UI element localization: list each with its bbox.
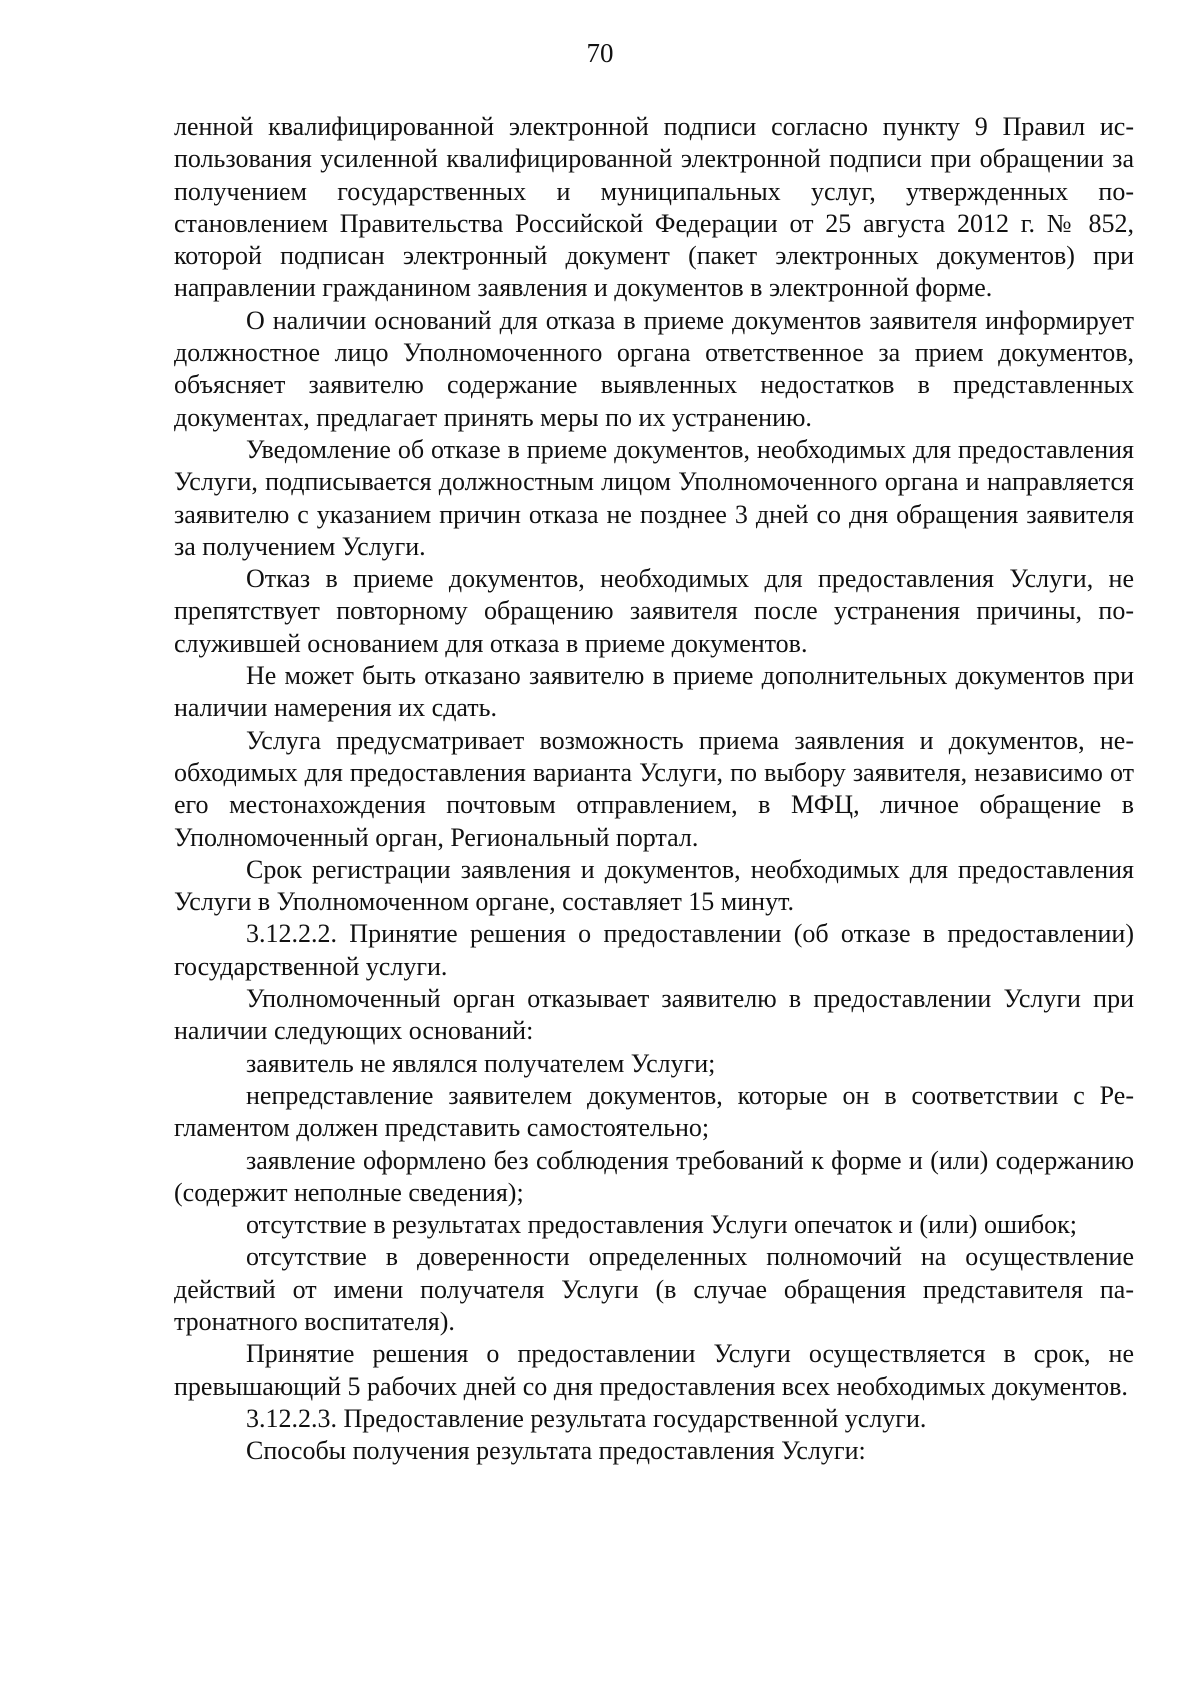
paragraph: Услуга предусматривает возможность приема заявления и документов, необходимых для предоставления варианта Услуги, по выбору заявителя, независимо от его местонахождения почтовым отправлением, в МФЦ, личное обращение в Уполномоченный орган, Региональный портал. [174, 725, 1134, 852]
paragraph: ленной квалифицированной электронной подписи согласно пункту 9 Правил использования усиленной квалифицированной электронной подписи при обращении за получением государственных и муниципальных услуг, утвержденных постановлением Правительства Российской Федерации от 25 августа 2012 г. № 852, которой подписан электронный документ (пакет электронных документов) при направлении гражданином заявления и документов в электронной форме. [174, 112, 1134, 303]
document-body [174, 111, 1134, 1467]
paragraph: Принятие решения о предоставлении Услуги осуществляется в срок, не превышающий 5 рабочих дней со дня предоставления всех необходимых документов. [174, 1339, 1134, 1401]
paragraph: Уполномоченный орган отказывает заявителю в предоставлении Услуги при наличии следующих оснований: [174, 984, 1134, 1046]
paragraph: Не может быть отказано заявителю в приеме дополнительных документов при наличии намерения их сдать. [174, 661, 1134, 723]
paragraph: Срок регистрации заявления и документов, необходимых для предоставления Услуги в Уполномоченном органе, составляет 15 минут. [174, 854, 1134, 917]
paragraph: Способы получения результата предоставления Услуги: [246, 1436, 866, 1466]
list-item: заявление оформлено без соблюдения требований к форме и (или) содержанию (содержит неполные сведения); [174, 1145, 1134, 1207]
paragraph: Отказ в приеме документов, необходимых для предоставления Услуги, не препятствует повторному обращению заявителя после устранения причины, послужившей основанием для отказа в приеме документов. [174, 564, 1134, 658]
section-heading: 3.12.2.3. Предоставление результата государственной услуги. [246, 1403, 927, 1433]
list-item: непредставление заявителем документов, которые он в соответствии с Регламентом должен представить самостоятельно; [174, 1080, 1134, 1143]
paragraph: Уведомление об отказе в приеме документов, необходимых для предоставления Услуги, подписывается должностным лицом Уполномоченного органа и направляется заявителю с указанием причин отказа не позднее 3 дней со дня обращения заявителя за получением Услуги. [174, 434, 1134, 561]
list-item: отсутствие в доверенности определенных полномочий на осуществление действий от имени получателя Услуги (в случае обращения представителя патронатного воспитателя). [174, 1242, 1134, 1336]
list-item: заявитель не являлся получателем Услуги; [246, 1048, 716, 1078]
page-number: 70 [586, 38, 614, 68]
paragraph: О наличии оснований для отказа в приеме документов заявителя информирует должностное лицо Уполномоченного органа ответственное за прием документов, объясняет заявителю содержание выявленных недостатков в представленных документах, предлагает принять меры по их устранению. [174, 305, 1134, 432]
section-heading: 3.12.2.2. Принятие решения о предоставлении (об отказе в предоставлении) государственной услуги. [174, 919, 1134, 981]
list-item: отсутствие в результатах предоставления Услуги опечаток и (или) ошибок; [246, 1210, 1077, 1240]
